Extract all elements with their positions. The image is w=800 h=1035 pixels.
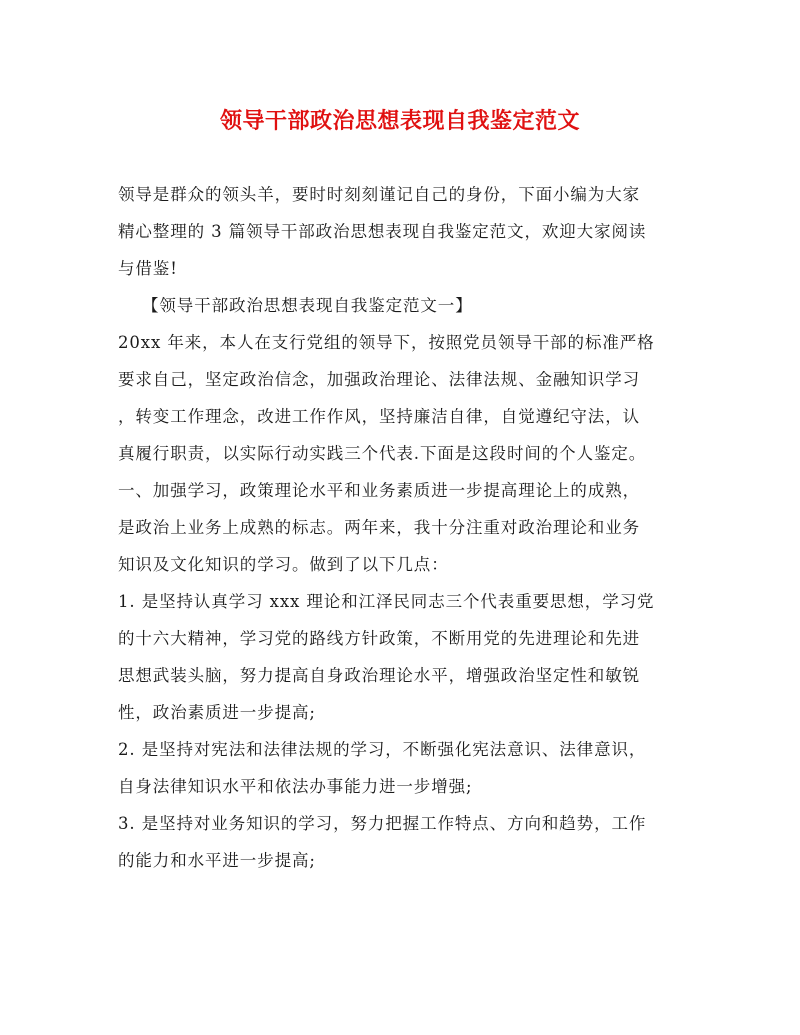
list-item-line: 自身法律知识水平和依法办事能力进一步增强; <box>118 777 473 796</box>
list-item-line: 思想武装头脑，努力提高自身政治理论水平，增强政治坚定性和敏锐 <box>118 666 640 685</box>
paragraph-line: 是政治上业务上成熟的标志。两年来，我十分注重对政治理论和业务 <box>118 518 640 537</box>
paragraph-line: 要求自己，坚定政治信念，加强政治理论、法律法规、金融知识学习 <box>118 370 640 389</box>
paragraph-line: 知识及文化知识的学习。做到了以下几点： <box>118 555 449 574</box>
paragraph-line: 真履行职责，以实际行动实践三个代表.下面是这段时间的个人鉴定。 <box>118 444 647 463</box>
document-body <box>118 176 684 879</box>
paragraph-line: 一、加强学习，政策理论水平和业务素质进一步提高理论上的成熟， <box>118 481 640 500</box>
paragraph-line: 精心整理的 3 篇领导干部政治思想表现自我鉴定范文，欢迎大家阅读 <box>118 222 647 241</box>
document-title: 领导干部政治思想表现自我鉴定范文 <box>219 108 580 134</box>
list-item-line: 的能力和水平进一步提高; <box>118 851 316 870</box>
list-item-line: 性，政治素质进一步提高; <box>118 703 316 722</box>
paragraph-line: 领导是群众的领头羊，要时时刻刻谨记自己的身份，下面小编为大家 <box>118 185 640 204</box>
paragraph-line: ，转变工作理念，改进工作作风，坚持廉洁自律，自觉遵纪守法，认 <box>118 407 640 426</box>
list-item-line: 的十六大精神，学习党的路线方针政策，不断用党的先进理论和先进 <box>118 629 640 648</box>
list-item-line: 3. 是坚持对业务知识的学习，努力把握工作特点、方向和趋势，工作 <box>118 814 647 833</box>
section-heading: 【领导干部政治思想表现自我鉴定范文一】 <box>142 296 473 315</box>
paragraph-line: 与借鉴! <box>118 259 178 278</box>
list-item-line: 2. 是坚持对宪法和法律法规的学习，不断强化宪法意识、法律意识， <box>118 740 647 759</box>
list-item-line: 1. 是坚持认真学习 xxx 理论和江泽民同志三个代表重要思想，学习党 <box>118 592 655 611</box>
paragraph-line: 20xx 年来，本人在支行党组的领导下，按照党员领导干部的标准严格 <box>118 333 655 352</box>
